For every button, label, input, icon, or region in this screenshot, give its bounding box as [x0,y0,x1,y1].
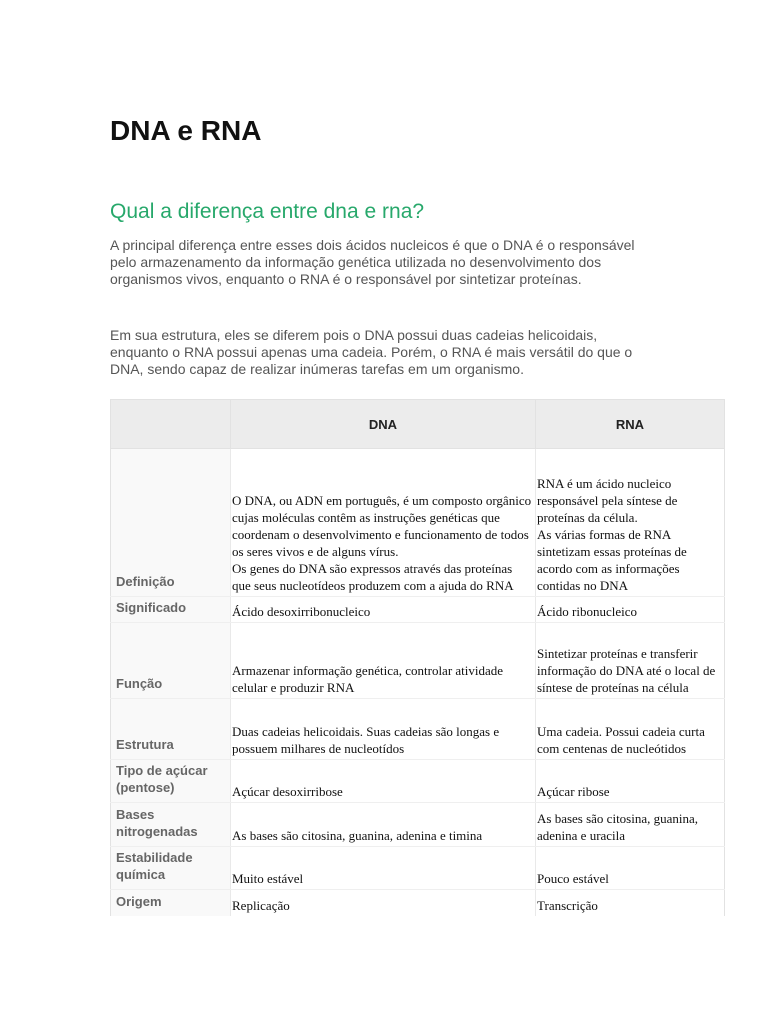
dna-cell: Replicação [231,890,536,916]
dna-cell: Muito estável [231,847,536,890]
row-label: Estabilidade química [111,847,231,890]
page-title: DNA e RNA [110,115,262,146]
table-row [111,847,725,890]
dna-cell: O DNA, ou ADN em português, é um composto orgânico cujas moléculas contêm as instruções genéticas que coordenam o desenvolvimento e funcionamento de todos os seres vivos e de alguns vírus. Os genes do DNA são expressos através das proteínas que seus nucleotídeos produzem com a ajuda do RNA [231,449,536,597]
dna-cell: As bases são citosina, guanina, adenina e timina [231,803,536,847]
header-dna: DNA [231,400,536,449]
row-label: Função [111,623,231,699]
row-label: Definição [111,449,231,597]
rna-cell: Sintetizar proteínas e transferir informação do DNA até o local de síntese de proteínas na célula [536,623,725,699]
rna-cell: Transcrição [536,890,725,916]
table-row [111,623,725,699]
header-rna: RNA [536,400,725,449]
structure-paragraph: Em sua estrutura, eles se diferem pois o DNA possui duas cadeias helicoidais, enquanto o RNA possui apenas uma cadeia. Porém, o RNA é mais versátil do que o DNA, sendo capaz de realizar inúmeras tarefas em um organismo. [110,327,633,377]
table-row [111,699,725,760]
table-row [111,760,725,803]
row-label: Significado [111,597,231,623]
row-label: Bases nitrogenadas [111,803,231,847]
table-row [111,597,725,623]
dna-cell: Armazenar informação genética, controlar atividade celular e produzir RNA [231,623,536,699]
dna-cell: Ácido desoxirribonucleico [231,597,536,623]
table-row [111,890,725,916]
row-label: Origem [111,890,231,916]
section-heading: Qual a diferença entre dna e rna? [110,200,425,223]
dna-cell: Duas cadeias helicoidais. Suas cadeias são longas e possuem milhares de nucleotídos [231,699,536,760]
table-row [111,449,725,597]
rna-cell: Ácido ribonucleico [536,597,725,623]
dna-cell: Açúcar desoxirribose [231,760,536,803]
table-row [111,803,725,847]
rna-cell: Açúcar ribose [536,760,725,803]
comparison-table [110,399,725,916]
intro-paragraph: A principal diferença entre esses dois ácidos nucleicos é que o DNA é o responsável pelo armazenamento da informação genética utilizada no desenvolvimento dos organismos vivos, enquanto o RNA é o responsável por sintetizar proteínas. [110,237,635,287]
row-label: Tipo de açúcar (pentose) [111,760,231,803]
rna-cell: Pouco estável [536,847,725,890]
rna-cell: Uma cadeia. Possui cadeia curta com centenas de nucleótidos [536,699,725,760]
header-empty-cell [111,400,231,449]
rna-cell: RNA é um ácido nucleico responsável pela síntese de proteínas da célula. As várias formas de RNA sintetizam essas proteínas de acordo com as informações contidas no DNA [536,449,725,597]
table-header-row [111,400,725,449]
row-label: Estrutura [111,699,231,760]
rna-cell: As bases são citosina, guanina, adenina e uracila [536,803,725,847]
